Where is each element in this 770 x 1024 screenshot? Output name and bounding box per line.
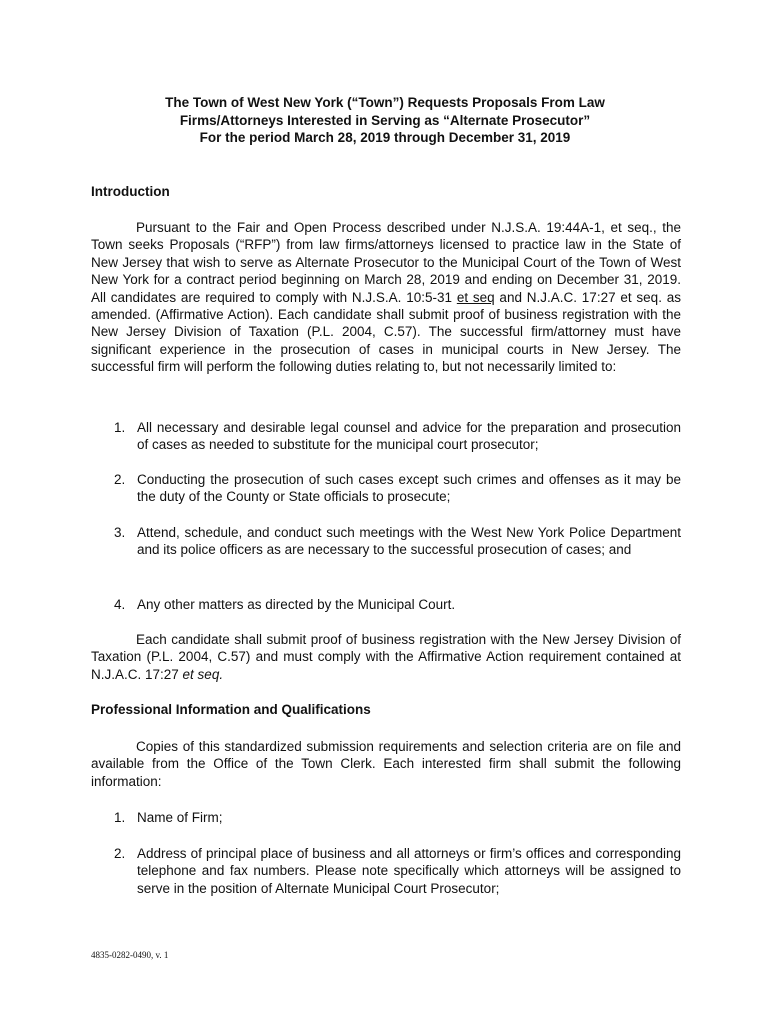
qualifications-heading: Professional Information and Qualifications [91, 702, 371, 717]
duties-list [114, 471, 681, 506]
intro-text-a: Pursuant to the Fair and Open Process described under N.J.S.A. 19:44A-1, et seq., the Town seeks Proposals (“RFP”) from law firms/attorneys licensed to practice law in the State of New Jersey that wish to serve as Alternate Prosecutor to the Municipal Court of the Town of West New York for a contract period beginning on March 28, 2019 and ending on December 31, 2019. All candidates are required to comply with N.J.S.A. 10:5-31 [91, 220, 681, 305]
list-item [114, 809, 681, 826]
duties-list [114, 419, 681, 454]
list-number: 1. [114, 810, 126, 825]
registration-paragraph [91, 631, 681, 683]
list-item [114, 524, 681, 559]
list-item [114, 596, 681, 613]
title-line-3: For the period March 28, 2019 through December 31, 2019 [199, 130, 571, 145]
list-item [114, 419, 681, 454]
list-number: 2. [114, 472, 126, 487]
title-line-2: Firms/Attorneys Interested in Serving as “Alternate Prosecutor” [179, 112, 591, 128]
introduction-heading: Introduction [91, 184, 170, 199]
list-number: 4. [114, 597, 126, 612]
list-text: Attend, schedule, and conduct such meetings with the West New York Police Department and its police officers as are necessary to the successful prosecution of cases; and [137, 525, 681, 558]
duties-list [114, 524, 681, 559]
registration-text: Each candidate shall submit proof of business registration with the New Jersey Division of Taxation (P.L. 2004, C.57) and must comply with the Affirmative Action requirement contained at N.J.A.C. 17:27 [91, 632, 681, 682]
document-id-footer: 4835-0282-0490, v. 1 [91, 950, 169, 960]
list-number: 1. [114, 420, 126, 435]
qualifications-list [114, 809, 681, 826]
list-text: Conducting the prosecution of such cases except such crimes and offenses as it may be the duty of the County or State officials to prosecute; [137, 472, 681, 505]
list-text: Name of Firm; [137, 810, 223, 825]
list-text: All necessary and desirable legal counsel and advice for the preparation and prosecution of cases as needed to substitute for the municipal court prosecutor; [137, 420, 681, 453]
introduction-paragraph [91, 219, 681, 376]
list-number: 2. [114, 846, 126, 861]
list-item [114, 471, 681, 506]
list-number: 3. [114, 525, 126, 540]
intro-text-b: and N.J.A.C. 17:27 et seq. as amended. (Affirmative Action). Each candidate shall submit proof of business registration with the New Jersey Division of Taxation (P.L. 2004, C.57). The successful firm/attorney must have significant experience in the prosecution of cases in municipal courts in New Jersey. The successful firm will perform the following duties relating to, but not necessarily limited to: [91, 289, 681, 375]
title-line-1: The Town of West New York (“Town”) Requests Proposals From Law [165, 95, 605, 110]
intro-et-seq: et seq [456, 289, 495, 305]
qualifications-paragraph: Copies of this standardized submission requirements and selection criteria are on file and available from the Office of the Town Clerk. Each interested firm shall submit the following information: [91, 739, 681, 789]
list-item [114, 845, 681, 897]
registration-et-seq: et seq. [182, 666, 224, 682]
document-title [90, 94, 680, 147]
list-text: Any other matters as directed by the Municipal Court. [137, 597, 456, 612]
qualifications-list [114, 845, 681, 897]
list-text: Address of principal place of business and all attorneys or firm’s offices and corresponding telephone and fax numbers. Please note specifically which attorneys will be assigned to serve in the position of Alternate Municipal Court Prosecutor; [137, 846, 681, 896]
duties-list [114, 596, 681, 613]
